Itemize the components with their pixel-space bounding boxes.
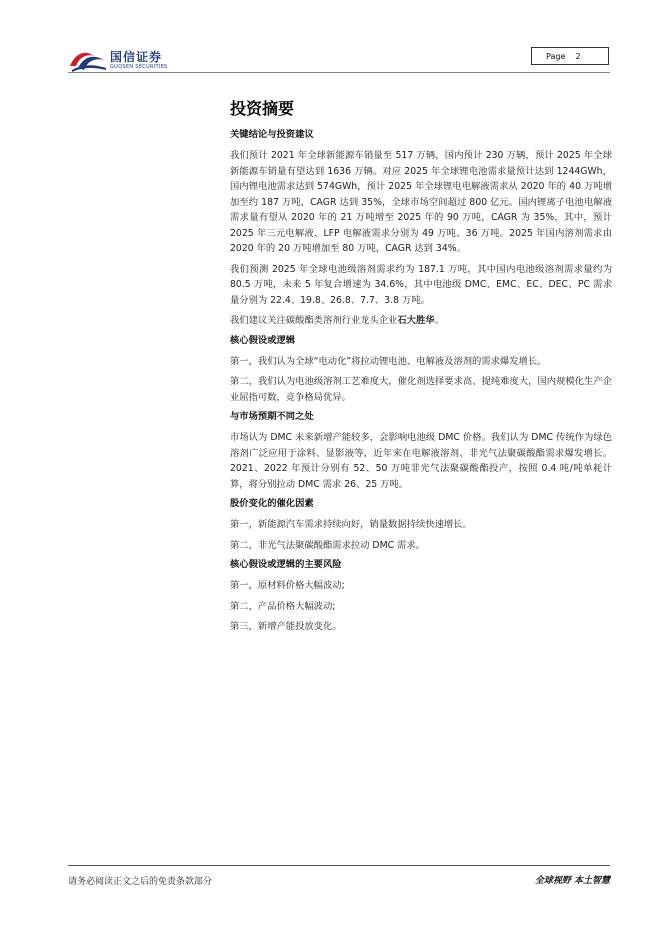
section-key-conclusions: [230, 128, 612, 329]
footer-divider: [68, 865, 610, 866]
footer-disclaimer: 请务必阅读正文之后的免责条款部分: [68, 877, 213, 887]
footer-slogan: 全球视野 本土智慧: [534, 876, 610, 886]
recommended-company: 石大胜华: [397, 315, 435, 326]
paragraph: 我们预测 2025 年全球电池级溶剂需求约为 187.1 万吨，其中国内电池级溶剂需求量约为 80.5 万吨，未来 5 年复合增速为 34.6%，其中电池级 DMC、EMC、EC、DEC、PC 需求量分别为 22.4、19.8、26.8、7.7、3.8 万吨。: [230, 263, 612, 306]
header-divider: [68, 72, 610, 73]
paragraph: 市场认为 DMC 未来新增产能较多，会影响电池级 DMC 价格。我们认为 DMC 传统作为绿色溶剂广泛应用于涂料、显影液等，近年来在电解液溶剂、非光气法聚碳酸酯需求爆发增长。2021、2022 年预计分别有 52、50 万吨非光气法聚碳酸酯投产，按照 0.4 吨/吨单耗计算，将分别拉动 DMC 需求 26、25 万吨。: [230, 432, 612, 490]
section-heading: 核心假设或逻辑: [230, 334, 296, 346]
page-title: 投资摘要: [230, 99, 295, 118]
paragraph: 第三，新增产能投放变化。: [230, 621, 342, 632]
section-core-assumptions: [230, 334, 612, 406]
paragraph: 我们预计 2021 年全球新能源车销量至 517 万辆，国内预计 230 万辆，预计 2025 年全球新能源车销量有望达到 1636 万辆。对应 2025 年全球锂电池需求量预计达到 1244GWh，国内锂电池需求达到 574GWh，预计 2025 年全球锂电电解液需求从 2020 年的 40 万吨增加至约 187 万吨，CAGR 达到 35%，全球市场空间超过 800 亿元。国内锂离子电池电解液需求量有望从 2020 年的 21 万吨增至 2025 年的 90 万吨，CAGR 为 35%，其中，预计 2025 年三元电解液、LFP 电解液需求分别为 49 万吨、36 万吨。2025 年国内溶剂需求由 2020 年的 20 万吨增加至 80 万吨，CAGR 达到 34%。: [230, 150, 612, 254]
page-label: Page: [546, 52, 566, 61]
paragraph: 第二，非光气法聚碳酸酯需求拉动 DMC 需求。: [230, 539, 425, 551]
recommendation-suffix: 。: [434, 315, 444, 326]
page-number: 2: [575, 52, 581, 61]
recommendation-paragraph: [230, 313, 612, 329]
brand-name: 国信证券: [110, 50, 163, 64]
guosen-logo-icon: [68, 46, 108, 74]
section-catalysts: [230, 497, 612, 553]
paragraph: 第二，我们认为电池级溶剂工艺难度大，催化剂选择要求高、提纯难度大，国内规模化生产企业屈指可数，竞争格局优异。: [230, 376, 612, 403]
section-heading: 与市场预期不同之处: [230, 411, 314, 422]
brand-sub: GUOSEN SECURITIES: [110, 64, 168, 70]
section-heading: 关键结论与投资建议: [230, 129, 314, 140]
paragraph: 第二，产品价格大幅波动;: [230, 600, 336, 612]
paragraph: 第一，新能源汽车需求持续向好，销量数据持续快速增长。: [230, 519, 472, 530]
summary-content: [230, 128, 612, 640]
paragraph: 第一，我们认为全球“电动化”将拉动锂电池、电解液及溶剂的需求爆发增长。: [230, 355, 547, 367]
section-heading: 股价变化的催化因素: [230, 498, 314, 509]
section-risks: [230, 558, 612, 635]
section-market-difference: [230, 410, 612, 492]
page-indicator: [531, 47, 609, 65]
recommendation-prefix: 我们建议关注碳酸酯类溶剂行业龙头企业: [230, 315, 398, 326]
paragraph: 第一，原材料价格大幅波动;: [230, 580, 345, 591]
section-heading: 核心假设或逻辑的主要风险: [230, 559, 342, 570]
guosen-logo: [68, 46, 178, 74]
